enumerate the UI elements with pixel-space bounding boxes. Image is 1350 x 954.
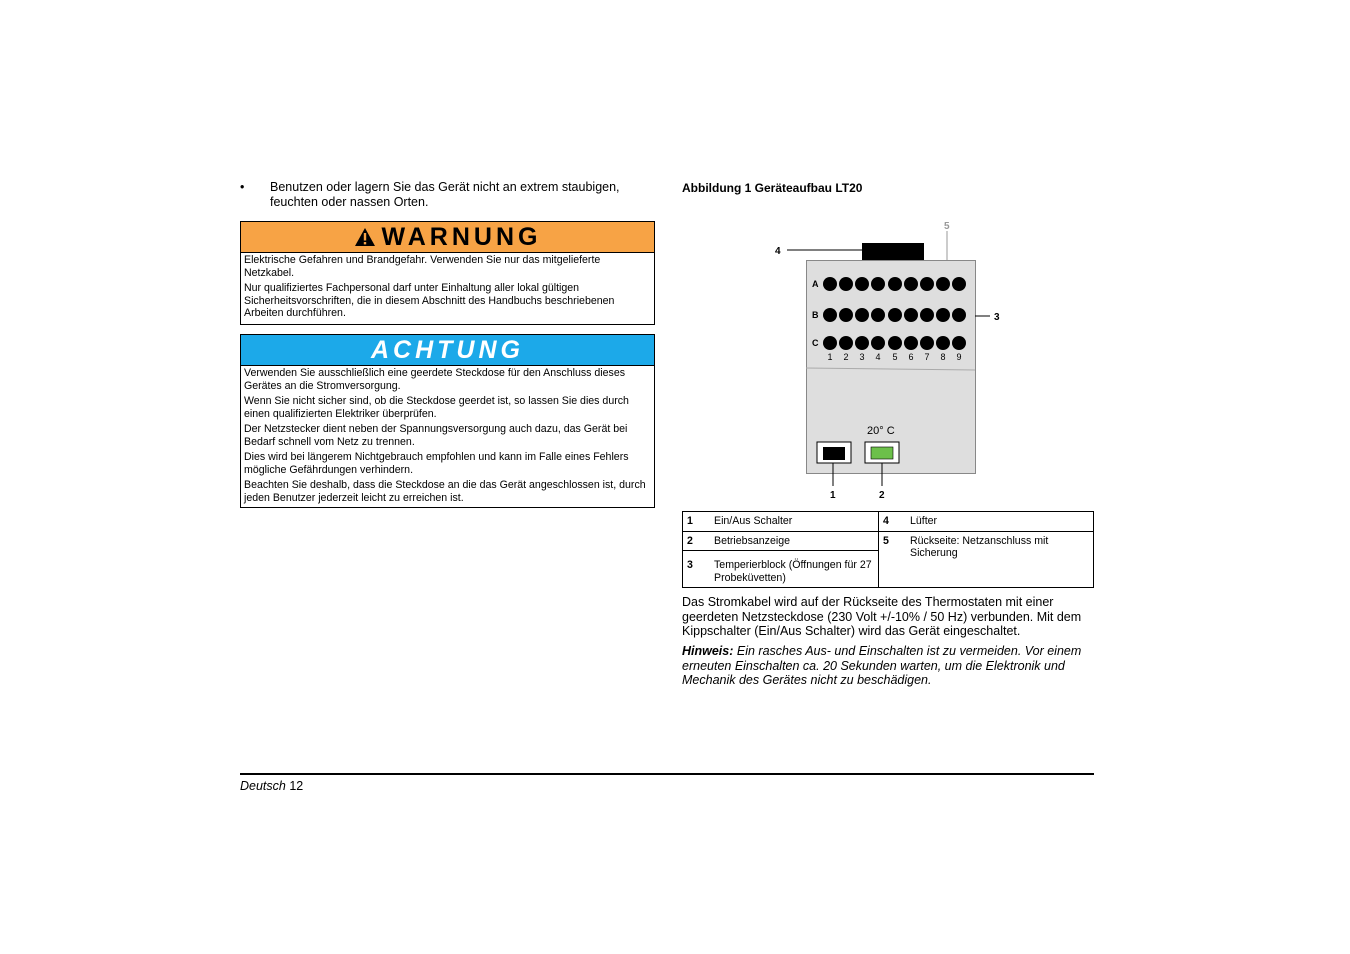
- caution-paragraph: Dies wird bei längerem Nichtgebrauch empfohlen und kann im Falle eines Fehlers mögliche Gefährdungen verhindern.: [244, 451, 629, 476]
- column-label: 9: [956, 352, 962, 362]
- cuvette-well: [920, 336, 934, 350]
- column-label: 1: [827, 352, 833, 362]
- caution-paragraph: Beachten Sie deshalb, dass die Steckdose an die das Gerät angeschlossen ist, durch jeden Benutzer jederzeit leicht zu erreichen ist.: [244, 479, 646, 504]
- cuvette-well: [855, 308, 869, 322]
- temperature-readout: 20° C: [867, 425, 895, 437]
- warning-paragraph: Elektrische Gefahren und Brandgefahr. Verwenden Sie nur das mitgelieferte Netzkabel.: [244, 254, 601, 279]
- cuvette-well: [871, 277, 885, 291]
- power-switch-rocker: [823, 447, 845, 460]
- body-paragraph: Das Stromkabel wird auf der Rückseite des Thermostaten mit einer geerdeten Netzsteckdose (230 Volt +/-10% / 50 Hz) verbunden. Mit dem Kippschalter (Ein/Aus Schalter) wird das Gerät eingeschaltet.: [682, 595, 1082, 638]
- warning-title: WARNUNG: [381, 222, 542, 251]
- footer-rule: [240, 773, 1094, 775]
- legend-num: 5: [879, 531, 907, 588]
- callout-number: 3: [994, 312, 1000, 323]
- caution-paragraph: Wenn Sie nicht sicher sind, ob die Steckdose geerdet ist, so lassen Sie dies durch einen qualifizierten Elektriker überprüfen.: [244, 395, 629, 420]
- cuvette-well: [823, 336, 837, 350]
- column-labels: [827, 352, 961, 362]
- cuvette-wells: [823, 277, 966, 350]
- cuvette-well: [855, 277, 869, 291]
- legend-num: 3: [683, 551, 711, 588]
- block-divider: [806, 368, 975, 370]
- bullet-marker: •: [240, 180, 245, 194]
- caution-title: ACHTUNG: [371, 335, 524, 364]
- column-label: 8: [940, 352, 946, 362]
- cuvette-well: [888, 336, 902, 350]
- cuvette-well: [888, 308, 902, 322]
- cuvette-well: [823, 308, 837, 322]
- status-indicator-light: [871, 447, 893, 459]
- cuvette-well: [904, 336, 918, 350]
- cuvette-well: [904, 277, 918, 291]
- cuvette-well: [952, 308, 966, 322]
- note-label: Hinweis:: [682, 644, 734, 658]
- callout-number: 1: [830, 490, 836, 501]
- callout-number: 5: [944, 221, 950, 232]
- cuvette-well: [952, 277, 966, 291]
- note-text: Ein rasches Aus- und Einschalten ist zu vermeiden. Vor einem erneuten Einschalten ca. 20 Sekunden warten, um die Elektronik und Mechanik des Gerätes nicht zu beschädigen.: [682, 644, 1082, 687]
- footer-page-number: 12: [289, 779, 304, 793]
- table-row: [683, 531, 1094, 551]
- cuvette-well: [920, 277, 934, 291]
- column-label: 2: [843, 352, 849, 362]
- cuvette-well: [823, 277, 837, 291]
- column-label: 4: [875, 352, 881, 362]
- cuvette-well: [839, 336, 853, 350]
- cuvette-well: [855, 336, 869, 350]
- row-label: A: [812, 279, 819, 289]
- cuvette-well: [936, 308, 950, 322]
- row-label: C: [812, 338, 819, 348]
- figure-title: Abbildung 1 Geräteaufbau LT20: [682, 181, 863, 195]
- column-label: 5: [892, 352, 898, 362]
- caution-paragraph: Verwenden Sie ausschließlich eine geerdete Steckdose für den Anschluss dieses Gerätes an die Stromversorgung.: [244, 367, 626, 392]
- legend-label: Ein/Aus Schalter: [710, 512, 879, 532]
- table-row: [683, 512, 1094, 532]
- cuvette-well: [888, 277, 902, 291]
- cuvette-well: [871, 308, 885, 322]
- callout-number: 2: [879, 490, 885, 501]
- cuvette-well: [936, 336, 950, 350]
- cuvette-well: [920, 308, 934, 322]
- page-footer: [240, 779, 303, 793]
- caution-paragraph: Der Netzstecker dient neben der Spannungsversorgung auch dazu, das Gerät bei Bedarf schnell vom Netz zu trennen.: [244, 423, 628, 448]
- footer-language: Deutsch: [240, 779, 286, 793]
- cuvette-well: [952, 336, 966, 350]
- column-label: 3: [859, 352, 865, 362]
- cuvette-well: [839, 308, 853, 322]
- legend-table: [682, 511, 1094, 588]
- legend-num: 1: [683, 512, 711, 532]
- note-paragraph: [682, 644, 1097, 688]
- bullet-text: Benutzen oder lagern Sie das Gerät nicht an extrem staubigen, feuchten oder nassen Orten.: [270, 180, 620, 209]
- row-label: B: [812, 310, 819, 320]
- cuvette-well: [936, 277, 950, 291]
- legend-label: Rückseite: Netzanschluss mit Sicherung: [906, 531, 1094, 588]
- legend-num: 2: [683, 531, 711, 551]
- legend-label: Betriebsanzeige: [710, 531, 879, 551]
- cuvette-well: [871, 336, 885, 350]
- legend-label: Temperierblock (Öffnungen für 27 Probeküvetten): [710, 551, 879, 588]
- legend-num: 4: [879, 512, 907, 532]
- warning-paragraph: Nur qualifiziertes Fachpersonal darf unter Einhaltung aller lokal gültigen Sicherheitsvorschriften, die in diesem Abschnitt des Handbuchs beschriebenen Arbeiten durchführen.: [244, 282, 615, 319]
- cuvette-well: [904, 308, 918, 322]
- legend-label: Lüfter: [906, 512, 1094, 532]
- callout-number: 4: [775, 246, 781, 257]
- cuvette-well: [839, 277, 853, 291]
- column-label: 7: [924, 352, 930, 362]
- column-label: 6: [908, 352, 914, 362]
